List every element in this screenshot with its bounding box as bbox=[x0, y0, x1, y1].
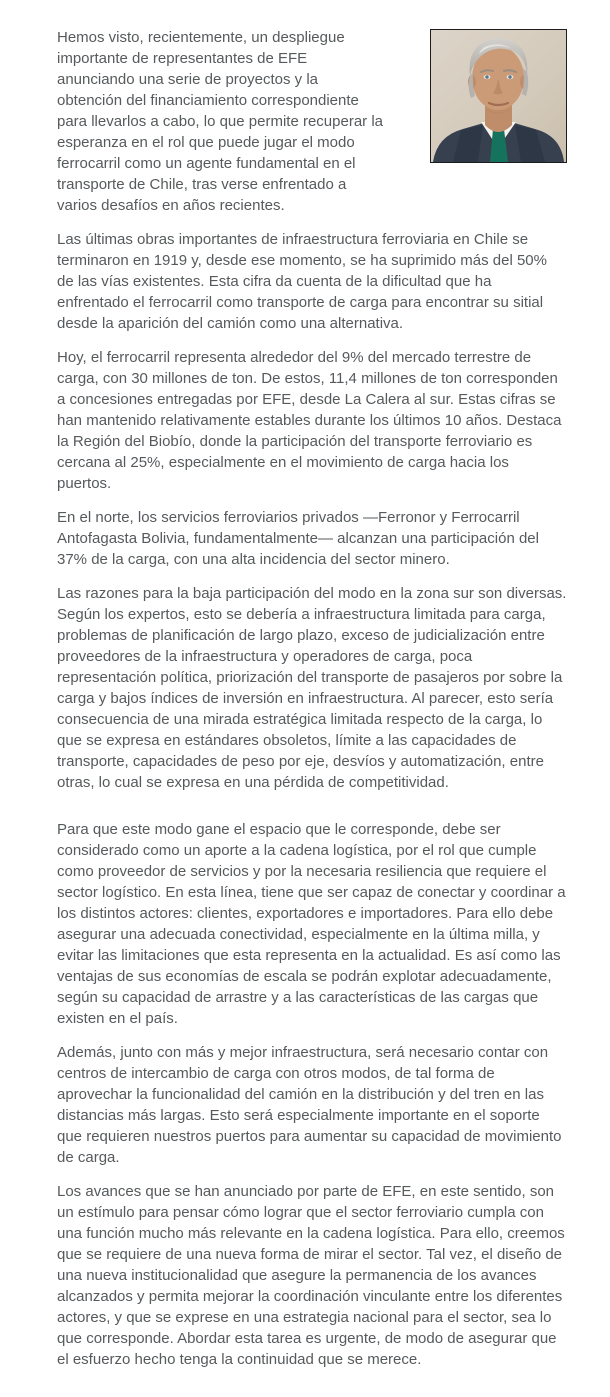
paragraph-intro: Hemos visto, recientemente, un despliegue importante de representantes de EFE anunciando una serie de proyectos y la obtención del financiamiento correspondiente para llevarlos a cabo, lo que permite recuperar la esperanza en el rol que puede jugar el modo ferrocarril como un agente fundamental en el transporte de Chile, tras verse enfrentado a varios desafíos en años recientes. bbox=[57, 29, 384, 214]
paragraph: Los avances que se han anunciado por parte de EFE, en este sentido, son un estímulo para pensar cómo lograr que el sector ferroviario cumpla con una función mucho más relevante en la cadena logística. Para ello, creemos que se requiere de una nueva forma de mirar el sector. Tal vez, el diseño de una nueva institucionalidad que asegure la permanencia de los avances alcanzados y permita mejorar la coordinación vinculante entre los diferentes actores, y que se exprese en una estrategia nacional para el sector, sea lo que corresponde. Abordar esta tarea es urgente, de modo de asegurar que el esfuerzo hecho tenga la continuidad que se merece. bbox=[57, 1183, 565, 1368]
intro-row bbox=[57, 27, 567, 216]
paragraph: Además, junto con más y mejor infraestructura, será necesario contar con centros de intercambio de carga con otros modos, de tal forma de aprovechar la funcionalidad del camión en la distribución y del tren en las distancias más largas. Esto será especialmente importante en el soporte que requieren nuestros puertos para aumentar su capacidad de movimiento de carga. bbox=[57, 1044, 562, 1166]
author-photo bbox=[430, 29, 567, 163]
paragraph: Hoy, el ferrocarril representa alrededor del 9% del mercado terrestre de carga, con 30 millones de ton. De estos, 11,4 millones de ton corresponden a concesiones entregadas por EFE, desde La Calera al sur. Estas cifras se han mantenido relativamente estables durante los últimos 10 años. Destaca la Región del Biobío, donde la participación del transporte ferroviario es cercana al 25%, especialmente en el movimiento de carga hacia los puertos. bbox=[57, 349, 562, 492]
paragraph: Para que este modo gane el espacio que le corresponde, debe ser considerado como un aporte a la cadena logística, por el rol que cumple como proveedor de servicios y por la necesaria resiliencia que requiere el sector logístico. En esta línea, tiene que ser capaz de conectar y coordinar a los distintos actores: clientes, exportadores e importadores. Para ello debe asegurar una adecuada conectividad, especialmente en la última milla, y evitar las limitaciones que esta representa en la actualidad. Es así como las ventajas de sus economías de escala se podrán explotar adecuadamente, según su capacidad de arrastre y a las características de las cargas que existen en el país. bbox=[57, 821, 566, 1027]
author-photo-illustration bbox=[431, 30, 566, 162]
paragraph: Las razones para la baja participación del modo en la zona sur son diversas. Según los expertos, esto se debería a infraestructura limitada para carga, problemas de planificación de largo plazo, exceso de judicialización entre proveedores de la infraestructura y operadores de carga, poca representación política, priorización del transporte de pasajeros por sobre la carga y bajos índices de inversión en infraestructura. Al parecer, esto sería consecuencia de una mirada estratégica limitada respecto de la carga, lo que se expresa en estándares obsoletos, límite a las capacidades de transporte, capacidades de peso por eje, desvíos y automatización, entre otras, lo cual se expresa en una pérdida de competitividad. bbox=[57, 585, 567, 791]
paragraph: Las últimas obras importantes de infraestructura ferroviaria en Chile se terminaron en 1919 y, desde ese momento, se ha suprimido más del 50% de las vías existentes. Esta cifra da cuenta de la dificultad que ha enfrentado el ferrocarril como transporte de carga para encontrar su sitial desde la aparición del camión como una alternativa. bbox=[57, 231, 547, 332]
paragraph: En el norte, los servicios ferroviarios privados —Ferronor y Ferrocarril Antofagasta Bolivia, fundamentalmente— alcanzan una participación del 37% de la carga, con una alta incidencia del sector minero. bbox=[57, 509, 539, 568]
